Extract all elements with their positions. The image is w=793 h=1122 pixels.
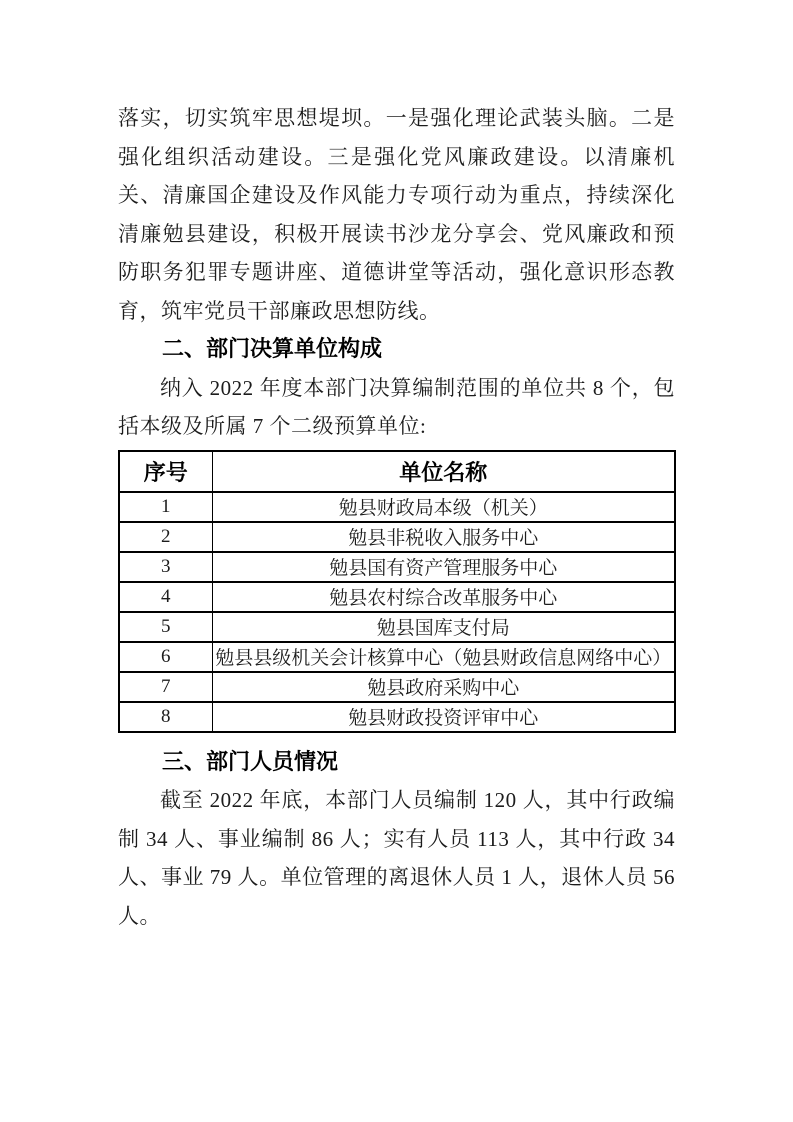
row-index-cell: 6 [119,642,212,672]
table-row [119,492,675,522]
table-row [119,582,675,612]
paragraph-personnel-details: 截至 2022 年底，本部门人员编制 120 人，其中行政编制 34 人、事业编制 86 人；实有人员 113 人，其中行政 34 人、事业 79 人。单位管理的离退休人员 1 人，退休人员 56 人。 [118,788,675,928]
table-row [119,672,675,702]
unit-name-cell: 勉县非税收入服务中心 [212,522,675,552]
row-index-cell: 2 [119,522,212,552]
row-index-cell: 8 [119,702,212,732]
table-header-unit-name: 单位名称 [212,451,675,492]
row-index-cell: 1 [119,492,212,522]
table-row [119,702,675,732]
table-row [119,612,675,642]
section-heading-budget-units: 二、部门决算单位构成 [162,336,383,361]
unit-name-cell: 勉县财政局本级（机关） [212,492,675,522]
paragraph-party-building: 落实，切实筑牢思想堤坝。一是强化理论武装头脑。二是强化组织活动建设。三是强化党风廉政建设。以清廉机关、清廉国企建设及作风能力专项行动为重点，持续深化清廉勉县建设，积极开展读书沙龙分享会、党风廉政和预防职务犯罪专题讲座、道德讲堂等活动，强化意识形态教育，筑牢党员干部廉政思想防线。 [118,106,675,323]
table-row [119,642,675,672]
unit-name-cell: 勉县政府采购中心 [212,672,675,702]
table-header-index: 序号 [119,451,212,492]
row-index-cell: 3 [119,552,212,582]
paragraph-budget-units-intro: 纳入 2022 年度本部门决算编制范围的单位共 8 个，包括本级及所属 7 个二级预算单位: [118,375,675,438]
unit-name-cell: 勉县财政投资评审中心 [212,702,675,732]
unit-name-cell: 勉县农村综合改革服务中心 [212,582,675,612]
unit-name-cell: 勉县国库支付局 [212,612,675,642]
budget-units-table-header [119,451,675,492]
unit-name-cell: 勉县县级机关会计核算中心（勉县财政信息网络中心） [212,642,675,672]
section-heading-personnel: 三、部门人员情况 [162,748,339,774]
unit-name-cell: 勉县国有资产管理服务中心 [212,552,675,582]
table-row [119,552,675,582]
table-header-row [119,451,675,492]
row-index-cell: 7 [119,672,212,702]
budget-units-table-body [119,492,675,732]
row-index-cell: 4 [119,582,212,612]
budget-units-table [118,450,676,733]
row-index-cell: 5 [119,612,212,642]
table-row [119,522,675,552]
